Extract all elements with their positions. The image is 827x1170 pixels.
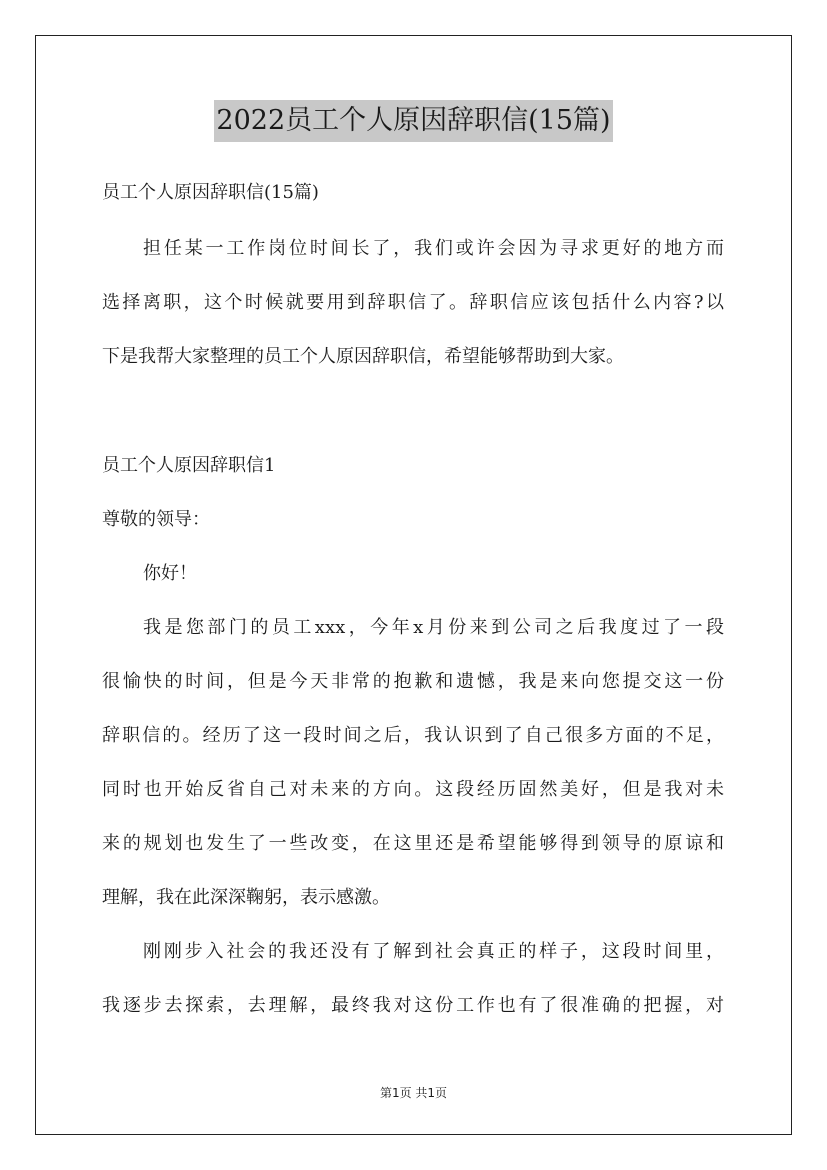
intro-line-1: 担任某一工作岗位时间长了，我们或许会因为寻求更好的地方而 [143,238,724,259]
paragraph-line: 同时也开始反省自己对未来的方向。这段经历固然美好，但是我对未 [102,779,724,800]
intro-line-3: 下是我帮大家整理的员工个人原因辞职信，希望能够帮助到大家。 [102,346,624,367]
greeting: 你好！ [143,563,197,584]
salutation: 尊敬的领导： [102,509,210,530]
document-title: 2022员工个人原因辞职信(15篇) [214,100,612,142]
title-container [0,100,827,142]
page-number-footer: 第1页 共1页 [379,1086,448,1100]
paragraph-line: 我逐步去探索，去理解，最终我对这份工作也有了很准确的把握，对 [102,995,724,1016]
paragraph-line: 我是您部门的员工xxx，今年x月份来到公司之后我度过了一段 [143,617,724,638]
paragraph-line: 刚刚步入社会的我还没有了解到社会真正的样子，这段时间里， [143,941,724,962]
subtitle: 员工个人原因辞职信(15篇) [102,182,319,203]
paragraph-line: 辞职信的。经历了这一段时间之后，我认识到了自己很多方面的不足， [102,725,724,746]
paragraph-line: 理解，我在此深深鞠躬，表示感激。 [102,887,390,908]
paragraph-line: 很愉快的时间，但是今天非常的抱歉和遗憾，我是来向您提交这一份 [102,671,724,692]
letter-heading: 员工个人原因辞职信1 [102,455,276,476]
intro-line-2: 选择离职，这个时候就要用到辞职信了。辞职信应该包括什么内容?以 [102,292,724,313]
paragraph-line: 来的规划也发生了一些改变，在这里还是希望能够得到领导的原谅和 [102,833,724,854]
